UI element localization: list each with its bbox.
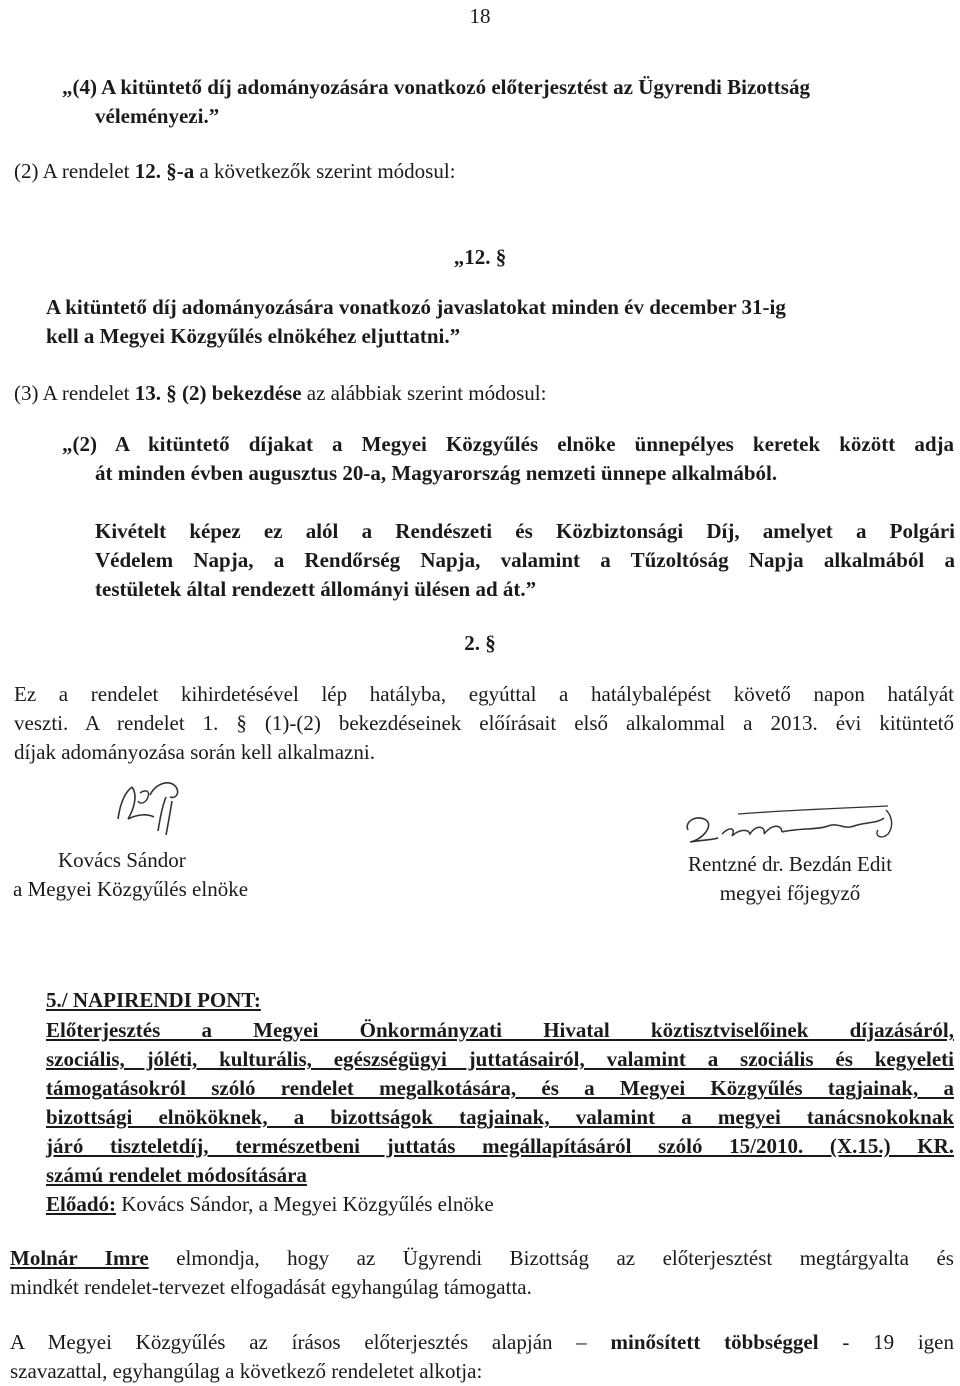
quote-2-line-1: „(2) A kitüntető díjakat a Megyei Közgyűlés elnöke ünnepélyes keretek között adja [62, 432, 954, 456]
molnar-line-1 [10, 1244, 954, 1273]
vote-post: - 19 igen [818, 1330, 954, 1354]
quote-paragraph-4 [62, 73, 942, 131]
left-signature-image [110, 775, 190, 845]
presenter-label: Előadó: [46, 1192, 117, 1216]
section-12-text [46, 293, 936, 351]
quote-4-line-1: „(4) A kitüntető díj adományozására vonatkozó előterjesztést az Ügyrendi Bizottság [62, 75, 810, 99]
agenda-title-line-6: számú rendelet módosítására [46, 1163, 307, 1187]
left-signer-title: a Megyei Közgyűlés elnöke [13, 877, 249, 901]
molnar-line-2: mindkét rendelet-tervezet elfogadását egyhangúlag támogatta. [10, 1275, 532, 1299]
exception-line-3: testületek által rendezett állományi ülésen ad át.” [95, 577, 537, 601]
agenda-item-title [46, 1016, 954, 1190]
exception-line-2: Védelem Napja, a Rendőrség Napja, valamint a Tűzoltóság Napja alkalmából a [95, 548, 955, 572]
section-2-line-1: Ez a rendelet kihirdetésével lép hatályba, egyúttal a hatálybalépést követő napon hatályát [14, 682, 954, 706]
section-2-text [14, 680, 954, 767]
vote-line-2: szavazattal, egyhangúlag a következő rendeletet alkotja: [10, 1359, 483, 1383]
agenda-title-line-2: szociális, jóléti, kulturális, egészségügyi juttatásairól, valamint a szociális és kegyeleti [46, 1047, 954, 1071]
section-12-line-2: kell a Megyei Közgyűlés elnökéhez eljuttatni.” [46, 324, 461, 348]
section-2-line-3: díjak adományozása során kell alkalmazni. [14, 740, 375, 764]
agenda-title-line-3: támogatásokról szóló rendelet megalkotására, és a Megyei Közgyűlés tagjainak, a [46, 1076, 954, 1100]
section-2-line-2: veszti. A rendelet 1. § (1)-(2) bekezdéseinek előírásait első alkalommal a 2013. évi kitüntető [14, 711, 954, 735]
molnar-paragraph [10, 1244, 954, 1302]
presenter-name: Kovács Sándor, a Megyei Közgyűlés elnöke [116, 1192, 494, 1216]
vote-pre: A Megyei Közgyűlés az írásos előterjesztés alapján – [10, 1330, 611, 1354]
amendment-paragraph-2 [14, 157, 934, 186]
quote-2-line-2: át minden évben augusztus 20-a, Magyarország nemzeti ünnepe alkalmából. [95, 461, 778, 485]
right-signer-title: megyei főjegyző [719, 881, 861, 905]
vote-paragraph [10, 1328, 954, 1386]
left-signature-block [13, 846, 320, 904]
quote-paragraph-2 [62, 430, 954, 488]
amendment-3-post: az alábbiak szerint módosul: [301, 381, 547, 405]
right-signature-block [640, 850, 940, 908]
amendment-3-pre: (3) A rendelet [14, 381, 135, 405]
exception-line-1: Kivételt képez ez alól a Rendészeti és Közbiztonsági Díj, amelyet a Polgári [95, 519, 955, 543]
molnar-line-1-text: elmondja, hogy az Ügyrendi Bizottság az előterjesztést megtárgyalta és [148, 1246, 954, 1270]
section-12-line-1: A kitüntető díj adományozására vonatkozó javaslatokat minden év december 31-ig [46, 295, 786, 319]
amendment-2-pre: (2) A rendelet [14, 159, 135, 183]
right-signer-name: Rentzné dr. Bezdán Edit [687, 852, 893, 876]
agenda-item-label: 5./ NAPIRENDI PONT: [46, 988, 261, 1012]
agenda-title-line-5: járó tiszteletdíj, természetbeni juttatás megállapításáról szóló 15/2010. (X.15.) KR. [46, 1134, 954, 1158]
vote-majority: minősített többséggel [610, 1330, 819, 1354]
section-12-heading: „12. § [453, 245, 507, 269]
agenda-title-line-4: bizottsági elnököknek, a bizottságok tagjainak, valamint a megyei tanácsnokoknak [46, 1105, 954, 1129]
quote-4-line-2: véleményezi.” [95, 104, 220, 128]
speaker-name: Molnár Imre [10, 1246, 149, 1270]
page-number: 18 [469, 4, 491, 28]
amendment-3-section-ref: 13. § (2) bekezdése [134, 381, 302, 405]
agenda-presenter [46, 1190, 946, 1219]
amendment-2-post: a következők szerint módosul: [194, 159, 456, 183]
agenda-title-line-1: Előterjesztés a Megyei Önkormányzati Hivatal köztisztviselőinek díjazásáról, [46, 1018, 954, 1042]
exception-paragraph [95, 517, 955, 604]
vote-line-1 [10, 1328, 954, 1357]
section-2-heading: 2. § [464, 631, 496, 655]
amendment-paragraph-3 [14, 379, 934, 408]
amendment-2-section-ref: 12. §-a [134, 159, 195, 183]
left-signer-name: Kovács Sándor [58, 848, 186, 872]
